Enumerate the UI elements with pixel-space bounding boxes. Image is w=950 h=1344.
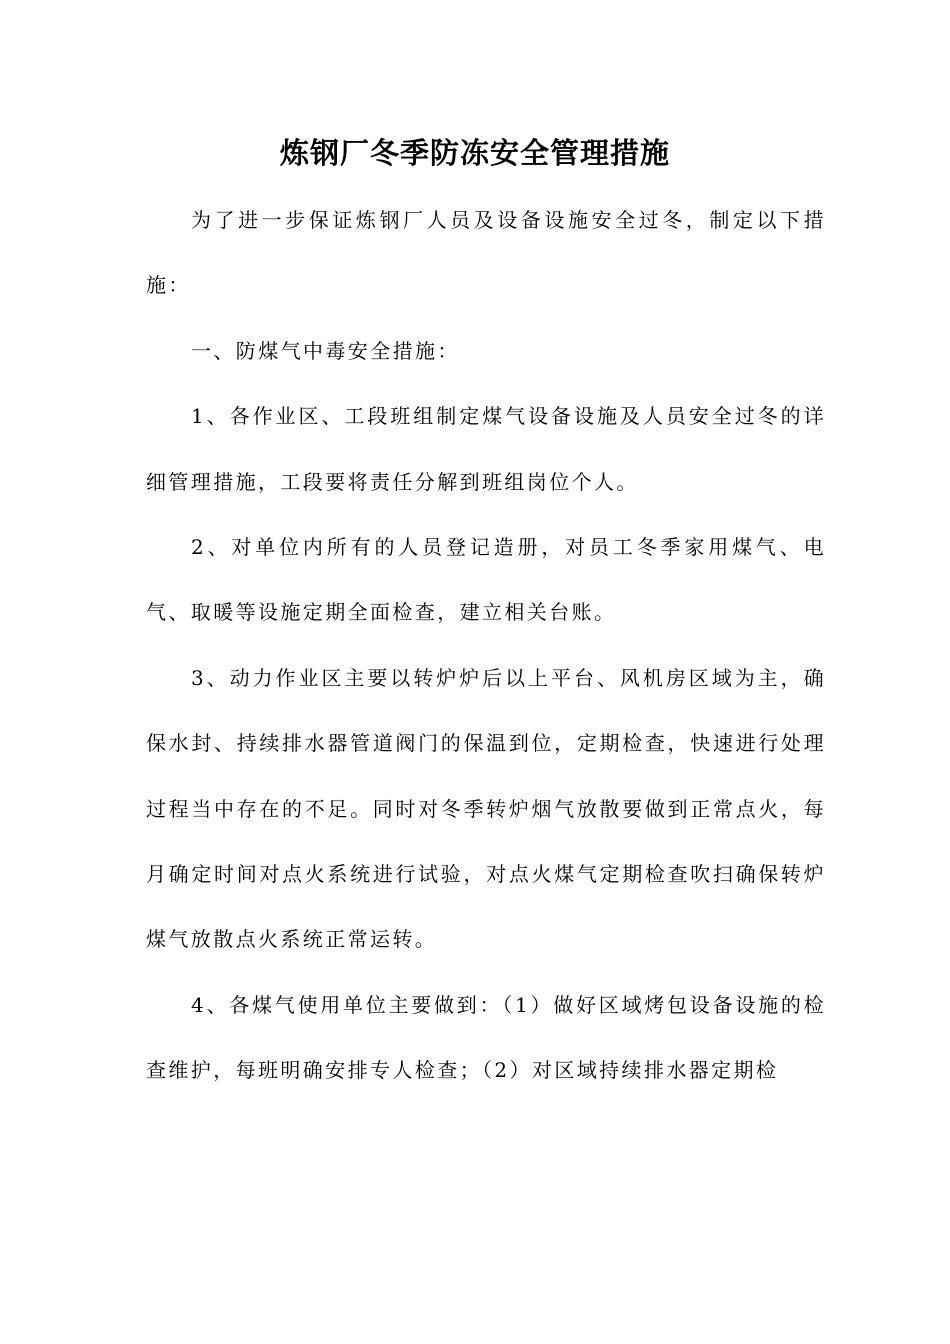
document-body <box>146 188 826 1104</box>
paragraph-item-2: 2、对单位内所有的人员登记造册，对员工冬季家用煤气、电气、取暖等设施定期全面检查，建立相关台账。 <box>146 535 826 625</box>
document-title: 炼钢厂冬季防冻安全管理措施 <box>279 136 670 170</box>
paragraph-item-4: 4、各煤气使用单位主要做到：（1）做好区域烤包设备设施的检查维护，每班明确安排专人检查；（2）对区域持续排水器定期检 <box>146 992 826 1083</box>
paragraph-item-1: 1、各作业区、工段班组制定煤气设备设施及人员安全过冬的详细管理措施，工段要将责任分解到班组岗位个人。 <box>146 404 826 494</box>
section-heading-gas-poisoning: 一、防煤气中毒安全措施： <box>191 338 460 363</box>
paragraph-intro: 为了进一步保证炼钢厂人员及设备设施安全过冬，制定以下措施： <box>146 208 826 298</box>
paragraph-item-3: 3、动力作业区主要以转炉炉后以上平台、风机房区域为主，确保水封、持续排水器管道阀门的保温到位，定期检查，快速进行处理过程当中存在的不足。同时对冬季转炉烟气放散要做到正常点火，每月确定时间对点火系统进行试验，对点火煤气定期检查吹扫确保转炉煤气放散点火系统正常运转。 <box>146 665 826 952</box>
